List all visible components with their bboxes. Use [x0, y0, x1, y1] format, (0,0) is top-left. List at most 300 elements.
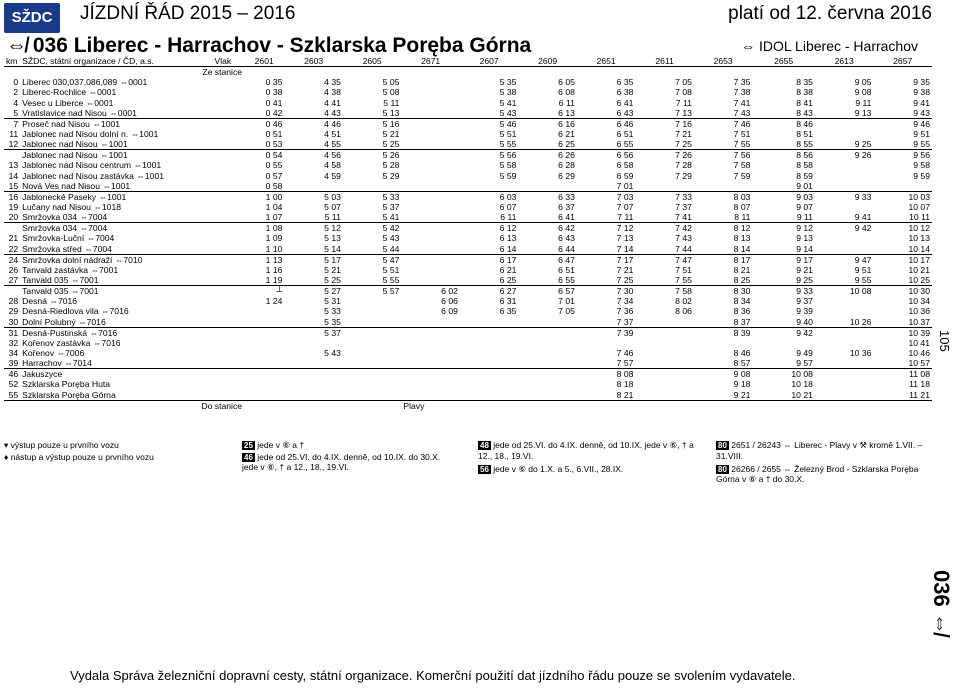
- departure-time: 7 42: [635, 223, 694, 234]
- departure-time: [401, 150, 460, 161]
- departure-time: 9 42: [752, 327, 815, 338]
- departure-time: 8 56: [752, 150, 815, 161]
- departure-time: 10 08: [752, 369, 815, 380]
- departure-time: 10 37: [908, 316, 930, 327]
- departure-time: [460, 181, 519, 192]
- departure-time: 1 16: [265, 264, 283, 275]
- station-row: [4, 390, 932, 401]
- departure-time: [635, 338, 694, 348]
- departure-time: 6 02: [401, 286, 460, 297]
- departure-time: 5 44: [382, 243, 400, 254]
- departure-time: 9 58: [913, 160, 930, 171]
- departure-time: 8 46: [733, 348, 751, 358]
- page-number: 105: [937, 330, 952, 352]
- departure-time: 5 14: [324, 243, 341, 254]
- departure-time: 8 30: [694, 286, 753, 297]
- departure-time: 11 18: [909, 379, 930, 390]
- departure-time: 7 01: [616, 180, 634, 191]
- departure-time: 9 05: [854, 77, 872, 88]
- departure-time: [518, 348, 577, 358]
- station-row: [4, 338, 932, 348]
- departure-time: [635, 379, 694, 389]
- departure-time: 10 36: [849, 348, 872, 358]
- departure-time: [401, 244, 460, 255]
- departure-time: 8 58: [796, 160, 813, 171]
- station-name: Smržovka-Luční ⇔7004: [22, 233, 115, 244]
- train-number: 2605: [343, 56, 402, 67]
- row-km: 16: [4, 191, 20, 202]
- departure-time: 5 37: [284, 327, 343, 338]
- departure-time: [401, 191, 460, 202]
- departure-time: [401, 275, 460, 286]
- departure-time: 7 37: [616, 316, 634, 327]
- departure-time: 9 14: [796, 243, 813, 254]
- departure-time: 7 43: [675, 233, 692, 244]
- departure-time: 4 46: [284, 118, 343, 129]
- row-km: 27: [8, 275, 19, 286]
- row-km: 31: [4, 327, 20, 338]
- departure-time: 9 49: [796, 348, 813, 358]
- departure-time: 9 41: [913, 97, 930, 108]
- departure-time: 7 25: [675, 139, 692, 150]
- row-km: 34: [8, 348, 19, 358]
- departure-time: 7 21: [616, 264, 634, 275]
- departure-time: 5 51: [382, 264, 400, 275]
- departure-time: 6 33: [518, 191, 577, 202]
- departure-time: [460, 379, 519, 389]
- departure-time: [815, 160, 874, 170]
- departure-time: 5 25: [324, 275, 341, 286]
- departure-time: 5 57: [343, 286, 402, 297]
- departure-time: [401, 160, 460, 170]
- departure-time: [815, 129, 874, 139]
- departure-time: 5 43: [499, 107, 517, 118]
- departure-time: 0 53: [265, 139, 283, 150]
- station-row: [4, 244, 932, 255]
- station-row: [4, 254, 932, 265]
- station-row: [4, 202, 932, 212]
- row-km: [4, 223, 20, 234]
- departure-time: 10 12: [873, 223, 932, 234]
- km-header: km: [4, 56, 20, 67]
- station-name: Jablonec nad Nisou ⇔1001: [20, 150, 244, 161]
- departure-time: 8 07: [733, 202, 751, 213]
- departure-time: 6 16: [518, 118, 577, 129]
- departure-time: 5 41: [382, 212, 400, 223]
- departure-time: 5 43: [324, 348, 341, 358]
- departure-time: 6 58: [616, 160, 634, 171]
- departure-time: 9 08: [694, 369, 753, 380]
- departure-time: 1 08: [244, 223, 284, 234]
- departure-time: 9 43: [913, 107, 930, 118]
- departure-time: 10 18: [791, 379, 813, 390]
- departure-time: 11 08: [873, 369, 932, 380]
- row-km: 12: [8, 139, 19, 150]
- station-name: Smržovka 034 ⇔7004: [20, 223, 244, 234]
- station-row: [4, 379, 932, 389]
- departure-time: 7 11: [675, 97, 692, 108]
- departure-time: 5 56: [460, 150, 519, 161]
- departure-time: [401, 317, 460, 328]
- train-number: 2609: [518, 56, 577, 67]
- departure-time: [752, 338, 815, 348]
- row-km: 19: [8, 202, 19, 213]
- departure-time: 0 57: [265, 170, 283, 181]
- departure-time: 9 46: [873, 118, 932, 129]
- station-name: Szklarska Poręba Górna: [22, 389, 116, 400]
- departure-time: 1 04: [265, 202, 283, 213]
- train-number: 2613: [815, 56, 874, 67]
- departure-time: 6 38: [616, 87, 634, 98]
- station-row: [4, 87, 932, 97]
- row-km: 0: [13, 77, 19, 88]
- departure-time: 5 21: [324, 264, 341, 275]
- station-row: [4, 296, 932, 306]
- row-km: 55: [8, 389, 19, 400]
- departure-time: 7 41: [733, 97, 751, 108]
- departure-time: 5 07: [324, 202, 341, 213]
- departure-time: 6 51: [558, 264, 575, 275]
- departure-time: [244, 390, 284, 401]
- train-number: 2655: [752, 56, 815, 67]
- departure-time: 4 35: [324, 77, 341, 88]
- departure-time: 6 07: [499, 202, 517, 213]
- departure-time: [343, 181, 402, 192]
- validity-text: platí od 12. června 2016: [728, 3, 932, 24]
- departure-time: 5 33: [324, 306, 341, 317]
- departure-time: 7 59: [733, 170, 751, 181]
- departure-time: 7 56: [694, 150, 753, 161]
- departure-time: [873, 181, 932, 192]
- departure-time: 5 12: [284, 223, 343, 234]
- row-km: 13: [8, 160, 19, 171]
- departure-time: 8 11: [734, 212, 751, 223]
- row-km: 5: [13, 107, 19, 118]
- departure-time: 8 35: [796, 77, 813, 88]
- departure-time: [815, 244, 874, 255]
- row-km: 4: [13, 97, 19, 108]
- departure-time: 6 11: [558, 97, 575, 108]
- departure-time: 6 28: [558, 160, 575, 171]
- train-number: 2651: [577, 56, 636, 67]
- departure-time: 7 33: [635, 191, 694, 202]
- departure-time: 6 11: [500, 212, 517, 223]
- station-name: Liberec 030,037,086,089 ⇔0001: [22, 77, 148, 88]
- departure-time: 8 36: [733, 306, 751, 317]
- departure-time: 6 44: [558, 243, 575, 254]
- departure-time: 5 42: [343, 223, 402, 234]
- departure-time: ┴: [244, 286, 284, 297]
- departure-time: [401, 390, 460, 401]
- departure-time: 5 46: [460, 118, 519, 129]
- departure-time: 8 43: [796, 107, 813, 118]
- departure-time: 9 11: [855, 97, 872, 108]
- departure-time: [518, 369, 577, 380]
- departure-time: [518, 390, 577, 401]
- station-name: Desná ⇔7016: [22, 296, 78, 307]
- departure-time: 7 12: [577, 223, 636, 234]
- station-row: [4, 171, 932, 181]
- station-name: Jablonecké Paseky ⇔1001: [20, 191, 244, 202]
- departure-time: 5 55: [382, 275, 400, 286]
- departure-time: [343, 369, 402, 380]
- departure-time: 7 38: [733, 87, 751, 98]
- departure-time: 1 07: [265, 212, 283, 223]
- departure-time: [343, 317, 402, 328]
- departure-time: 10 36: [908, 306, 930, 317]
- departure-time: [518, 327, 577, 338]
- departure-time: 9 41: [854, 212, 872, 223]
- station-name: Desná-Riedlova vila ⇔7016: [22, 306, 129, 317]
- departure-time: 9 57: [796, 358, 813, 369]
- departure-time: 6 47: [518, 254, 577, 265]
- departure-time: 9 59: [913, 170, 930, 181]
- departure-time: [518, 338, 577, 348]
- row-km: [4, 150, 20, 161]
- station-row: [4, 306, 932, 316]
- row-km: 7: [4, 118, 20, 129]
- departure-time: [401, 77, 460, 87]
- departure-time: [635, 327, 694, 338]
- departure-time: 8 59: [796, 170, 813, 181]
- departure-time: [401, 265, 460, 275]
- departure-time: 1 13: [244, 254, 284, 265]
- departure-time: 10 41: [908, 337, 930, 348]
- station-name: Liberec-Rochlice ⇔0001: [22, 87, 117, 98]
- departure-time: 6 05: [558, 77, 575, 88]
- train-number: 2657: [873, 56, 932, 67]
- departure-time: 8 37: [733, 316, 751, 327]
- departure-time: [401, 338, 460, 348]
- ze-stanice-label: Ze stanice: [202, 67, 243, 78]
- departure-time: 10 14: [908, 243, 930, 254]
- departure-time: [460, 390, 519, 401]
- station-name: Jablonec nad Nisou ⇔1001: [22, 139, 128, 150]
- departure-time: [815, 202, 874, 212]
- departure-time: 7 26: [635, 150, 694, 161]
- departure-time: 4 41: [324, 97, 341, 108]
- side-line-label: 036 ⇎: [929, 570, 954, 635]
- departure-time: 9 25: [796, 275, 813, 286]
- departure-time: [284, 390, 343, 401]
- departure-time: 9 42: [815, 223, 874, 234]
- departure-time: 7 11: [617, 212, 634, 223]
- departure-time: 0 51: [265, 129, 283, 140]
- departure-time: 9 18: [733, 379, 751, 390]
- departure-time: [401, 118, 460, 129]
- station-name: Jakuszyce: [20, 369, 244, 380]
- departure-time: 9 39: [796, 306, 813, 317]
- departure-time: 9 51: [913, 129, 930, 140]
- departure-time: 5 38: [499, 87, 517, 98]
- departure-time: 8 38: [796, 87, 813, 98]
- departure-time: 6 59: [616, 170, 634, 181]
- departure-time: 5 29: [382, 170, 400, 181]
- departure-time: 6 55: [616, 139, 634, 150]
- departure-time: 5 26: [343, 150, 402, 161]
- departure-time: 7 58: [733, 160, 751, 171]
- departure-time: [343, 296, 402, 306]
- departure-time: 10 39: [873, 327, 932, 338]
- departure-time: [815, 390, 874, 401]
- station-name: Vratislavice nad Nisou ⇔0001: [22, 107, 137, 118]
- train-number: 2607: [460, 56, 519, 67]
- station-row: [4, 108, 932, 119]
- departure-time: 9 03: [752, 191, 815, 202]
- station-row: [4, 118, 932, 129]
- departure-time: 0 35: [265, 77, 283, 88]
- departure-time: [401, 358, 460, 369]
- row-km: 52: [8, 379, 19, 390]
- departure-time: [401, 139, 460, 150]
- departure-time: 7 29: [675, 170, 692, 181]
- departure-time: [343, 358, 402, 369]
- departure-time: 10 46: [908, 348, 930, 358]
- departure-time: 9 38: [913, 87, 930, 98]
- departure-time: 5 16: [343, 118, 402, 129]
- departure-time: [343, 348, 402, 358]
- departure-time: [284, 358, 343, 369]
- row-km: 32: [8, 337, 19, 348]
- station-row: [4, 317, 932, 328]
- idol-label: ⇔ IDOL Liberec - Harrachov: [741, 38, 918, 54]
- departure-time: 7 44: [675, 243, 692, 254]
- departure-time: 0 42: [265, 107, 283, 118]
- station-row: [4, 212, 932, 223]
- note-exit: ▾ výstup pouze u prvního vozu: [4, 440, 119, 450]
- departure-time: 5 37: [382, 202, 400, 213]
- departure-time: 8 02: [675, 296, 692, 307]
- departure-time: 0 46: [244, 118, 284, 129]
- station-name: Jablonec nad Nisou centrum ⇔1001: [22, 160, 162, 171]
- note-80: 80 2651 / 26243 ⇔ Liberec - Plavy v ⚒ kromě 1.VII. – 31.VIII.: [716, 440, 923, 461]
- departure-time: 6 21: [499, 264, 517, 275]
- departure-time: 6 51: [616, 129, 634, 140]
- departure-time: 5 47: [343, 254, 402, 265]
- station-row: [4, 327, 932, 338]
- departure-time: 10 21: [908, 264, 930, 275]
- departure-time: [343, 390, 402, 401]
- departure-time: 4 51: [324, 129, 341, 140]
- departure-time: 5 28: [382, 160, 400, 171]
- departure-time: 7 05: [675, 77, 692, 88]
- departure-time: 9 07: [796, 202, 813, 213]
- departure-time: 6 55: [558, 275, 575, 286]
- departure-time: 5 13: [324, 233, 341, 244]
- departure-time: 8 12: [694, 223, 753, 234]
- departure-time: [635, 369, 694, 380]
- departure-time: [244, 317, 284, 328]
- station-row: [4, 233, 932, 243]
- departure-time: [460, 317, 519, 328]
- departure-time: [460, 327, 519, 338]
- row-km: 39: [8, 358, 19, 369]
- departure-time: 5 08: [382, 87, 400, 98]
- departure-time: 6 43: [616, 107, 634, 118]
- departure-time: 5 17: [284, 254, 343, 265]
- departure-time: [284, 379, 343, 389]
- departure-time: 7 13: [616, 233, 634, 244]
- departure-time: [577, 338, 636, 348]
- departure-time: 7 25: [616, 275, 634, 286]
- departure-time: 8 39: [694, 327, 753, 338]
- departure-time: 9 21: [733, 389, 751, 400]
- plavy-label: Plavy: [401, 400, 518, 411]
- departure-time: 6 25: [499, 275, 517, 286]
- note-56: 56 jede v ⑥ do 1.X. a 5., 6.VII., 28.IX.: [480, 464, 624, 474]
- station-name: Harrachov ⇔7014: [22, 358, 92, 369]
- departure-time: 5 27: [284, 286, 343, 297]
- departure-time: [343, 327, 402, 338]
- departure-time: 7 58: [635, 286, 694, 297]
- departure-time: 1 10: [265, 243, 283, 254]
- departure-time: 6 46: [577, 118, 636, 129]
- station-row: [4, 139, 932, 150]
- row-km: 15: [8, 180, 19, 191]
- departure-time: [244, 348, 284, 358]
- departure-time: [635, 358, 694, 369]
- departure-time: [815, 296, 874, 306]
- station-name: Smržovka dolní nádraží ⇔7010: [20, 254, 244, 265]
- row-km: 22: [8, 243, 19, 254]
- departure-time: [244, 369, 284, 380]
- departure-time: 8 06: [675, 306, 692, 317]
- row-km: 20: [8, 212, 19, 223]
- train-number-row: [4, 56, 932, 67]
- departure-time: 5 59: [499, 170, 517, 181]
- departure-time: [244, 338, 284, 348]
- departure-time: 7 08: [675, 87, 692, 98]
- departure-time: [815, 233, 874, 243]
- station-name: Proseč nad Nisou ⇔1001: [20, 118, 244, 129]
- departure-time: 6 31: [499, 296, 517, 307]
- departure-time: 4 43: [324, 107, 341, 118]
- station-name: Nová Ves nad Nisou ⇔1001: [22, 180, 131, 191]
- departure-time: 6 14: [499, 243, 517, 254]
- station-name: Kořenov ⇔7006: [22, 348, 85, 358]
- station-name: Smržovka střed ⇔7004: [22, 243, 112, 254]
- departure-time: [401, 233, 460, 243]
- departure-time: 4 38: [324, 87, 341, 98]
- row-km: 21: [8, 233, 19, 244]
- departure-time: [244, 358, 284, 369]
- station-name: Jablonec nad Nisou dolní n. ⇔1001: [22, 129, 159, 140]
- departure-time: [460, 369, 519, 380]
- departure-time: [244, 306, 284, 316]
- departure-time: 7 41: [675, 212, 692, 223]
- departure-time: 10 57: [908, 358, 930, 369]
- departure-time: [815, 358, 874, 369]
- operator-header: SŽDC, státní organizace / ČD, a.s.: [20, 56, 202, 67]
- station-name: Kořenov zastávka ⇔7016: [22, 337, 121, 348]
- station-name: Szklarska Poręba Huta: [22, 379, 111, 390]
- departure-time: 0 58: [265, 180, 283, 191]
- departure-time: 7 05: [558, 306, 575, 317]
- departure-time: 8 46: [752, 118, 815, 129]
- departure-time: 7 47: [635, 254, 694, 265]
- departure-time: 10 30: [873, 286, 932, 297]
- departure-time: 8 57: [733, 358, 751, 369]
- departure-time: [401, 348, 460, 358]
- do-stanice-label: Do stanice: [20, 400, 244, 411]
- departure-time: 7 07: [616, 202, 634, 213]
- departure-time: 9 56: [873, 150, 932, 161]
- departure-time: [401, 202, 460, 212]
- departure-time: 7 46: [616, 348, 634, 358]
- station-row: [4, 129, 932, 139]
- departure-time: 6 56: [577, 150, 636, 161]
- note-board: ♦ nástup a výstup pouze u prvního vozu: [4, 452, 154, 462]
